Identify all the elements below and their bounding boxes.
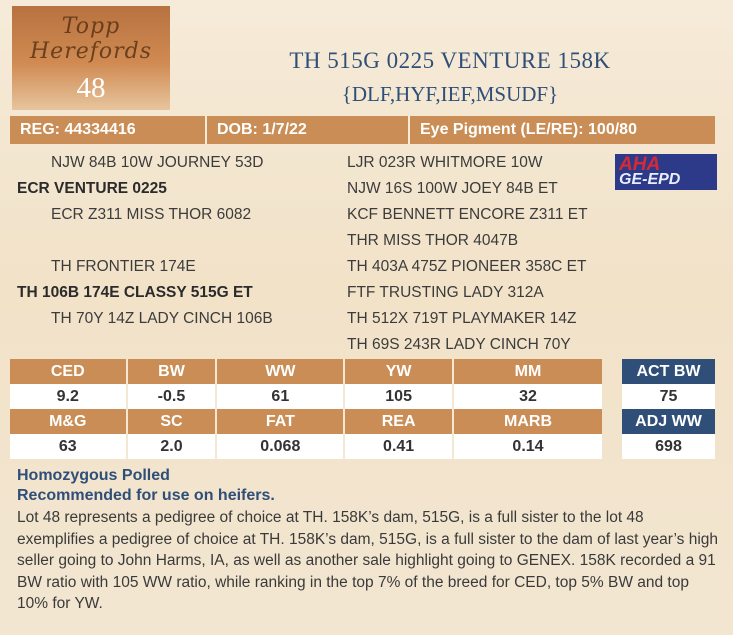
lot-number: 48: [76, 72, 106, 104]
epd-value-sc: 2.0: [127, 434, 217, 459]
actual-weights-table: [622, 359, 715, 459]
pedigree-sire-dam: ECR Z311 MISS THOR 6082: [51, 206, 252, 223]
aha-ge-epd-badge: [615, 154, 717, 190]
eye-pigment: Eye Pigment (LE/RE): 100/80: [408, 116, 715, 144]
epd-label-ww: WW: [216, 359, 344, 384]
epd-label-sc: SC: [127, 409, 217, 434]
epd-value-ced: 9.2: [10, 384, 127, 409]
pedigree-sire-sire: NJW 84B 10W JOURNEY 53D: [51, 154, 264, 171]
act-bw-value: 75: [622, 384, 715, 409]
epd-value-ww: 61: [216, 384, 344, 409]
aha-badge-top: AHA: [619, 154, 661, 175]
aha-badge-bottom: GE-EPD: [619, 171, 681, 188]
epd-value-rea: 0.41: [344, 434, 453, 459]
act-bw-label: ACT BW: [622, 359, 715, 384]
pedigree-ancestor: TH 403A 475Z PIONEER 358C ET: [347, 258, 587, 275]
epd-value-yw: 105: [344, 384, 453, 409]
heifer-recommendation: Recommended for use on heifers.: [17, 487, 275, 504]
pedigree-dam-sire: TH FRONTIER 174E: [51, 258, 196, 275]
pedigree-ancestor: THR MISS THOR 4047B: [347, 232, 519, 249]
epd-label-marb: MARB: [453, 409, 602, 434]
adj-ww-value: 698: [622, 434, 715, 459]
registration-number: REG: 44334416: [20, 121, 136, 138]
pedigree-dam-dam: TH 70Y 14Z LADY CINCH 106B: [51, 310, 273, 327]
pedigree-ancestor: FTF TRUSTING LADY 312A: [347, 284, 544, 301]
animal-name: TH 515G 0225 VENTURE 158K: [289, 48, 611, 73]
epd-label-rea: REA: [344, 409, 453, 434]
pedigree-ancestor: TH 512X 719T PLAYMAKER 14Z: [347, 310, 577, 327]
epd-value-mg: 63: [10, 434, 127, 459]
epd-label-mm: MM: [453, 359, 602, 384]
epd-value-bw: -0.5: [127, 384, 217, 409]
epd-value-mm: 32: [453, 384, 602, 409]
topp-herefords-logo: Topp Herefords: [29, 14, 153, 64]
pedigree-sire: ECR VENTURE 0225: [17, 180, 167, 197]
pedigree-ancestor: KCF BENNETT ENCORE Z311 ET: [347, 206, 588, 223]
notes-section: [17, 466, 723, 615]
epd-value-fat: 0.068: [216, 434, 344, 459]
epd-table: [10, 359, 602, 459]
logo-lot-box: [12, 6, 170, 110]
pedigree-dam: TH 106B 174E CLASSY 515G ET: [17, 284, 253, 301]
registration-info-bar: [10, 116, 715, 144]
epd-label-mg: M&G: [10, 409, 127, 434]
lot-description: Lot 48 represents a pedigree of choice at TH. 158K’s dam, 515G, is a full sister to the lot 48 exemplifies a pedigree of choice at TH. 158K’s dam, 515G, is a full sister to the dam of last year’s high seller going to John Harms, IA, as well as another sale highlight going to GENEX. 158K recorded a 91 BW ratio with 105 WW ratio, while ranking in the top 7% of the breed for CED, top 5% BW and top 10% for YW.: [17, 509, 719, 612]
date-of-birth: DOB: 1/7/22: [205, 116, 408, 144]
polled-status: Homozygous Polled: [17, 467, 170, 484]
pedigree-ancestor: LJR 023R WHITMORE 10W: [347, 154, 543, 171]
epd-label-fat: FAT: [216, 409, 344, 434]
genetic-codes: {DLF,HYF,IEF,MSUDF}: [341, 82, 559, 106]
epd-label-yw: YW: [344, 359, 453, 384]
pedigree-ancestor: TH 69S 243R LADY CINCH 70Y: [347, 336, 571, 353]
epd-label-ced: CED: [10, 359, 127, 384]
pedigree-ancestor: NJW 16S 100W JOEY 84B ET: [347, 180, 558, 197]
epd-label-bw: BW: [127, 359, 217, 384]
adj-ww-label: ADJ WW: [622, 409, 715, 434]
epd-value-marb: 0.14: [453, 434, 602, 459]
